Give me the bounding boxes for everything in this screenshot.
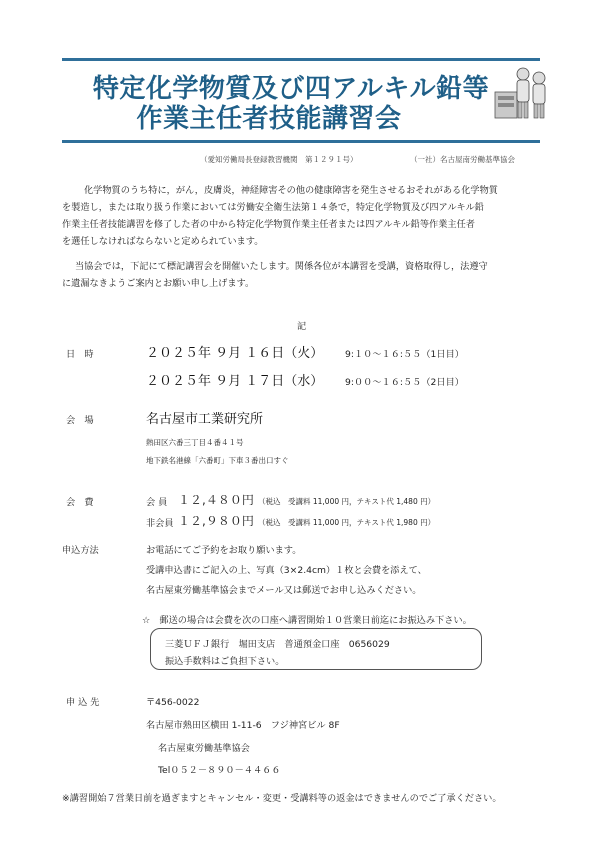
- title-line-2: 作業主任者技能講習会: [136, 104, 402, 134]
- venue-access: 地下鉄名港線「六番町」下車３番出口すぐ: [146, 456, 289, 465]
- workers-in-protective-suits-icon: [493, 62, 549, 122]
- schedule-date-1: ２０２５年 ９月 １６日（火）: [146, 346, 324, 361]
- schedule-time-1: 9:１０～１６:５５（1日目）: [345, 349, 464, 360]
- intro-line-3: 作業主任者技能講習を修了した者の中から特定化学物質作業主任者または四アルキル鉛等作業主任者: [62, 219, 475, 230]
- top-rule: [62, 58, 540, 61]
- intro-line-5: 当協会では，下記にて標記講習会を開催いたします。関係各位が本講習を受講，資格取得し，法遵守: [75, 261, 488, 272]
- schedule-time-2: 9:００～１６:５５（2日目）: [345, 377, 464, 388]
- bank-account: 三菱ＵＦＪ銀行 堀田支店 普通預金口座 0656029: [165, 639, 390, 650]
- bank-box: [150, 628, 482, 670]
- application-line-1: お電話にてご予約をお取り願います。: [146, 545, 302, 556]
- bottom-rule: [62, 140, 540, 143]
- fee-label: 会 費: [66, 497, 94, 508]
- postal-note: ☆ 郵送の場合は会費を次の口座へ講習開始１０営業日前迄にお振込み下さい。: [142, 615, 472, 626]
- ki-mark: 記: [297, 321, 307, 332]
- fee-nonmember-type: 非会員: [146, 518, 174, 529]
- contact-postal: 〒456-0022: [146, 697, 200, 708]
- bank-fee-note: 振込手数料はご負担下さい。: [165, 656, 285, 667]
- intro-line-4: を選任しなければならないと定められています。: [62, 236, 264, 247]
- application-label: 申込方法: [62, 545, 99, 556]
- venue-label: 会 場: [66, 415, 94, 426]
- application-line-2: 受講申込書にご記入の上、写真（3×2.4cm）１枚と会費を添えて、: [146, 565, 427, 576]
- fee-member-type: 会 員: [146, 497, 168, 508]
- intro-line-1: 化学物質のうち特に，がん，皮膚炎，神経障害その他の健康障害を発生させるおそれがある化学物質: [84, 185, 498, 196]
- fee-member-detail: （税込 受講料 11,000 円，テキスト代 1,480 円）: [258, 497, 436, 506]
- cancellation-note: ※講習開始７営業日前を過ぎますとキャンセル・変更・受講料等の返金はできませんのでご了承ください。: [62, 793, 502, 804]
- registration-number: （愛知労働局長登録教習機関 第１２９１号）: [200, 155, 358, 164]
- venue-name: 名古屋市工業研究所: [146, 412, 264, 427]
- schedule-date-2: ２０２５年 ９月 １７日（水）: [146, 374, 324, 389]
- fee-member-amount: １２,４８０円: [178, 493, 254, 507]
- intro-line-2: を製造し，または取り扱う作業においては労働安全衛生法第１４条で，特定化学物質及び四アルキル鉛: [62, 202, 484, 213]
- venue-address: 熱田区六番三丁目４番４１号: [146, 438, 244, 447]
- title-line-1: 特定化学物質及び四アルキル鉛等: [92, 74, 490, 104]
- contact-label: 申 込 先: [66, 697, 100, 708]
- application-line-3: 名古屋東労働基準協会までメール又は郵送でお申し込みください。: [146, 585, 422, 596]
- contact-tel: Tel０５２－８９０－４４６６: [158, 765, 281, 776]
- intro-line-6: に遺漏なきようご案内とお願い申し上げます。: [62, 278, 255, 289]
- contact-address: 名古屋市熱田区横田 1-11-6 フジ神宮ビル 8F: [146, 720, 340, 731]
- fee-nonmember-detail: （税込 受講料 11,000 円，テキスト代 1,980 円）: [258, 518, 436, 527]
- schedule-label: 日 時: [66, 349, 94, 360]
- contact-org: 名古屋東労働基準協会: [158, 743, 250, 754]
- fee-nonmember-amount: １２,９８０円: [178, 514, 254, 528]
- organization-name: （一社）名古屋南労働基準協会: [410, 155, 515, 164]
